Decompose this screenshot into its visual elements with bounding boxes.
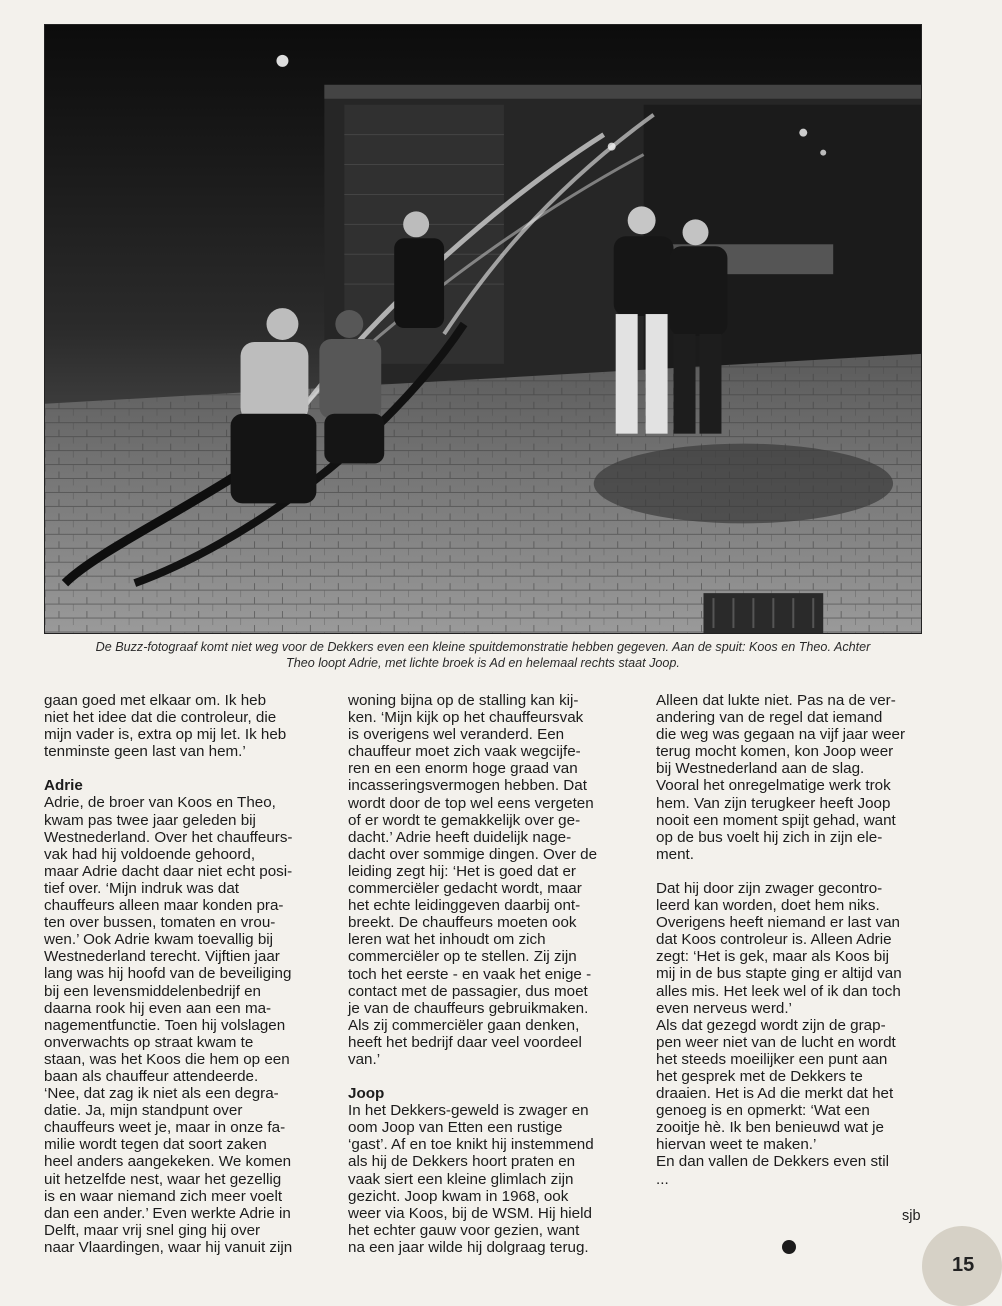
text-line: wen.’ Ook Adrie kwam toevallig bij	[44, 931, 274, 949]
paragraph	[656, 880, 938, 1017]
text-line: ‘gast’. Af en toe knikt hij instemmend	[348, 1136, 594, 1154]
text-line: uit hetzelfde nest, waar het gezellig	[44, 1170, 282, 1188]
text-line: dacht.’ Adrie heeft duidelijk nage-	[348, 828, 572, 846]
text-line: gaan goed met elkaar om. Ik heb	[44, 692, 267, 709]
text-line: ren en een enorm hoge graad van	[348, 760, 578, 778]
text-line: chauffeurs alleen maar konden pra-	[44, 897, 284, 915]
text-line: Dat hij door zijn zwager gecontro-	[656, 879, 883, 897]
text-line: ‘Nee, dat zag ik niet als een degra-	[44, 1085, 279, 1103]
text-line: zegt: ‘Het is gek, maar als Koos bij	[656, 948, 889, 966]
text-line: heeft het bedrijf daar veel voordeel	[348, 1033, 582, 1051]
text-line: het echter gauw voor gezien, want	[348, 1221, 580, 1239]
text-line: Als zij commerciëler gaan denken,	[348, 1016, 580, 1034]
text-line: leiding zegt hij: ‘Het is goed dat er	[348, 862, 576, 880]
text-line: bij Westnederland aan de slag.	[656, 760, 865, 778]
section-heading-joop: Joop	[348, 1085, 385, 1103]
text-line: even nerveus werd.’	[656, 999, 792, 1017]
text-line: hem. Van zijn terugkeer heeft Joop	[656, 794, 891, 812]
text-line: weer via Koos, bij de WSM. Hij hield	[348, 1204, 592, 1222]
paragraph	[44, 794, 324, 1256]
text-line: niet het idee dat die controleur, die	[44, 709, 277, 727]
text-line: daarna rook hij even aan een ma-	[44, 999, 272, 1017]
text-line: toch het eerste - en vaak het enige -	[348, 965, 592, 983]
text-line: breekt. De chauffeurs moeten ook	[348, 914, 577, 932]
text-line: milie wordt tegen dat soort zaken	[44, 1136, 267, 1154]
text-line: gezicht. Joop kwam in 1968, ook	[348, 1187, 569, 1205]
article-photo	[44, 24, 922, 634]
text-line: lang was hij hoofd van de beveiliging	[44, 965, 292, 983]
text-line: vaak siert een kleine glimlach zijn	[348, 1170, 574, 1188]
text-line: het echte leidinggeven daarbij ont-	[348, 897, 581, 915]
photo-caption	[44, 640, 922, 671]
text-line: je van de chauffeurs gebruikmaken.	[348, 999, 589, 1017]
text-line: ten over bussen, tomaten en vrou-	[44, 914, 276, 932]
text-line: is en waar niemand zich meer voelt	[44, 1187, 283, 1205]
text-line: leren wat het inhoudt om zich	[348, 931, 546, 949]
text-line: woning bijna op de stalling kan kij-	[348, 692, 579, 709]
paragraph	[656, 1017, 938, 1154]
caption-line-1: De Buzz-fotograaf komt niet weg voor de Dekkers even een kleine spuitdemonstratie hebben gegeven. Aan de spuit: Koos en Theo. Achter	[95, 640, 871, 654]
author-signature: sjb	[902, 1208, 921, 1224]
paragraph	[44, 692, 324, 760]
text-line: draaien. Het is Ad die merkt dat het	[656, 1085, 894, 1103]
text-line: nooit een moment spijt gehad, want	[656, 811, 896, 829]
text-line: ...	[656, 1170, 669, 1188]
text-line: datie. Ja, mijn standpunt over	[44, 1102, 243, 1120]
article-column-3	[656, 692, 938, 1188]
text-line: oom Joop van Etten een rustige	[348, 1119, 563, 1137]
article-column-1	[44, 692, 324, 1256]
end-of-article-dot	[782, 1240, 796, 1254]
caption-line-2: Theo loopt Adrie, met lichte broek is Ad en helemaal rechts staat Joop.	[286, 655, 680, 670]
text-line: of er wordt te gemakkelijk over ge-	[348, 811, 581, 829]
text-line: tenminste geen last van hem.’	[44, 743, 246, 761]
text-line: tief over. ‘Mijn indruk was dat	[44, 879, 239, 897]
text-line: pen weer niet van de lucht en wordt	[656, 1033, 896, 1051]
text-line: wordt door de top wel eens vergeten	[348, 794, 594, 812]
text-line: Westnederland. Over het chauffeurs-	[44, 828, 293, 846]
text-line: Vooral het onregelmatige werk trok	[656, 777, 891, 795]
text-line: dan een ander.’ Even werkte Adrie in	[44, 1204, 291, 1222]
text-line: mij in de bus stapte ging er altijd van	[656, 965, 902, 983]
text-line: het gesprek met de Dekkers te	[656, 1067, 863, 1085]
text-line: chauffeurs weet je, maar in onze fa-	[44, 1119, 286, 1137]
text-line: incasseringsvermogen hebben. Dat	[348, 777, 587, 795]
text-line: dat Koos controleur is. Alleen Adrie	[656, 931, 892, 949]
fire-hose-demonstration-photo	[45, 25, 921, 633]
text-line: Delft, maar vrij snel ging hij over	[44, 1221, 261, 1239]
paragraph	[656, 692, 938, 863]
page-number: 15	[952, 1254, 975, 1276]
text-line: van.’	[348, 1050, 381, 1068]
text-line: vak had hij voldoende gehoord,	[44, 845, 256, 863]
text-line: commerciëler op te stellen. Zij zijn	[348, 948, 577, 966]
text-line: chauffeur moet zich vaak wegcijfe-	[348, 743, 581, 761]
article-column-2	[348, 692, 630, 1256]
text-line: dacht over sommige dingen. Over de	[348, 845, 598, 863]
text-line: heel anders aangekeken. We komen	[44, 1153, 292, 1171]
text-line: ment.	[656, 845, 694, 863]
paragraph	[348, 692, 630, 1068]
text-line: andering van de regel dat iemand	[656, 709, 883, 727]
text-line: na een jaar wilde hij dolgraag terug.	[348, 1238, 589, 1256]
text-line: alles mis. Het leek wel of ik dan toch	[656, 982, 901, 1000]
text-line: hiervan weet te maken.’	[656, 1136, 817, 1154]
text-line: Adrie, de broer van Koos en Theo,	[44, 794, 276, 812]
text-line: ken. ‘Mijn kijk op het chauffeursvak	[348, 709, 584, 727]
text-line: kwam pas twee jaar geleden bij	[44, 811, 256, 829]
text-line: mijn vader is, extra op mij let. Ik heb	[44, 726, 287, 744]
text-line: is overigens wel veranderd. Een	[348, 726, 565, 744]
text-line: Westnederland terecht. Vijftien jaar	[44, 948, 280, 966]
text-line: En dan vallen de Dekkers even stil	[656, 1153, 890, 1171]
text-line: maar Adrie dacht daar niet echt posi-	[44, 862, 293, 880]
text-line: Overigens heeft niemand er last van	[656, 914, 900, 932]
paragraph	[348, 1102, 630, 1256]
text-line: als hij de Dekkers hoort praten en	[348, 1153, 576, 1171]
text-line: baan als chauffeur attendeerde.	[44, 1067, 259, 1085]
text-line: terug mocht komen, kon Joop weer	[656, 743, 894, 761]
text-line: leerd kan worden, doet hem niks.	[656, 897, 880, 915]
text-line: het steeds moeilijker een punt aan	[656, 1050, 888, 1068]
paragraph	[656, 1153, 938, 1187]
text-line: onverwachts op straat kwam te	[44, 1033, 254, 1051]
text-line: In het Dekkers-geweld is zwager en	[348, 1102, 589, 1120]
text-line: staan, was het Koos die hem op een	[44, 1050, 290, 1068]
text-line: Alleen dat lukte niet. Pas na de ver-	[656, 692, 896, 709]
text-line: naar Vlaardingen, waar hij vanuit zijn	[44, 1238, 293, 1256]
text-line: op de bus voelt hij zich in zijn ele-	[656, 828, 883, 846]
text-line: bij een levensmiddelenbedrijf en	[44, 982, 261, 1000]
section-heading-adrie: Adrie	[44, 777, 83, 795]
text-line: zooitje hè. Ik ben benieuwd wat je	[656, 1119, 884, 1137]
text-line: Als dat gezegd wordt zijn de grap-	[656, 1016, 886, 1034]
text-line: contact met de passagier, dus moet	[348, 982, 588, 1000]
text-line: nagementfunctie. Toen hij volslagen	[44, 1016, 286, 1034]
text-line: die weg was gegaan na vijf jaar weer	[656, 726, 906, 744]
text-line: commerciëler gedacht wordt, maar	[348, 880, 582, 898]
text-line: genoeg is en opmerkt: ‘Wat een	[656, 1102, 870, 1120]
